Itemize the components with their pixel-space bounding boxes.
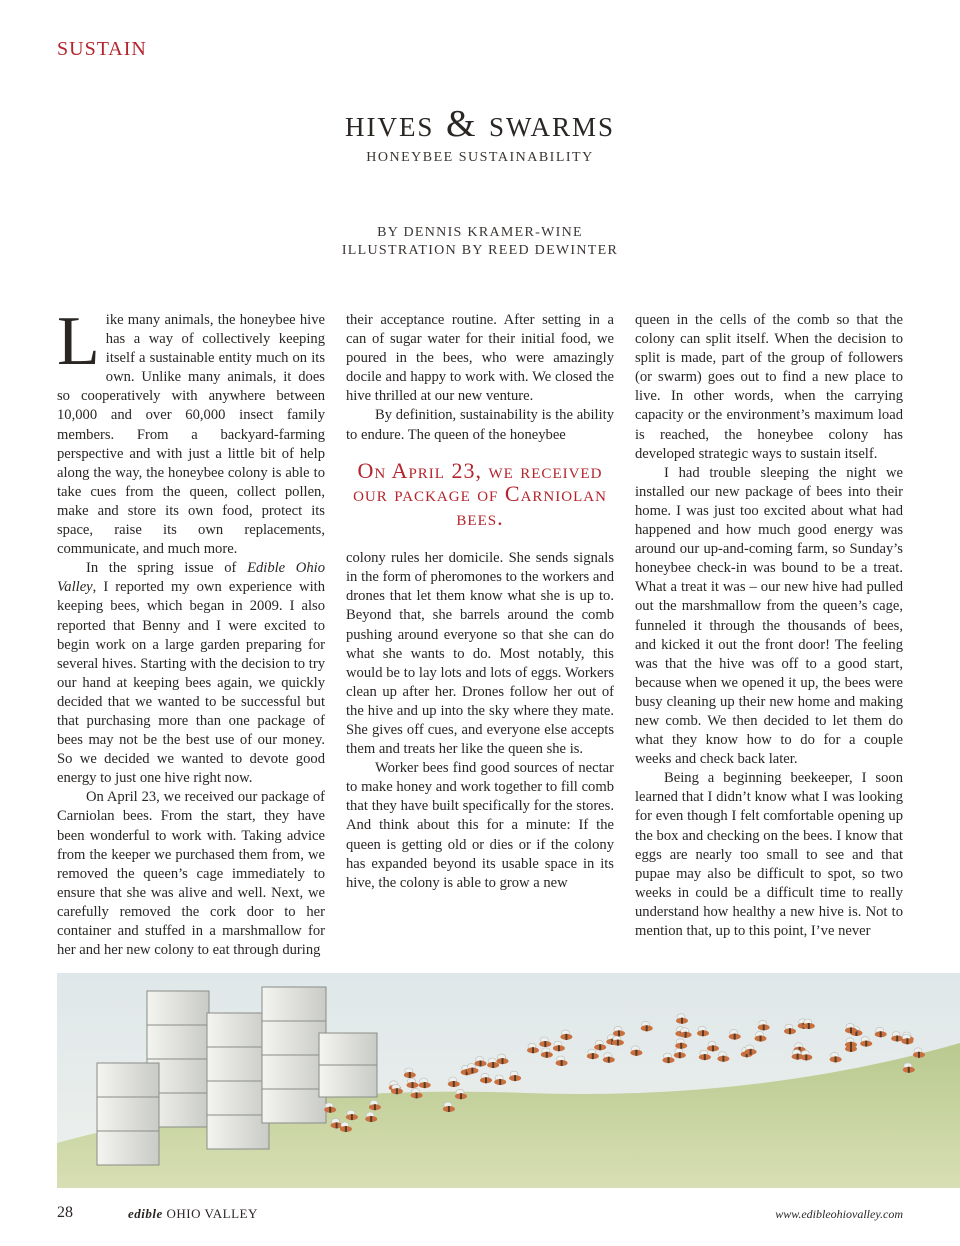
magazine-name: edible OHIO VALLEY bbox=[128, 1206, 258, 1221]
paragraph: Worker bees find good sources of nectar to make honey and work together to fill comb that they have built specifically for the stores. And think about this for a minute: If the queen is getting old or dies or if the colony has expanded beyond its usable space in its hive, the colony is able to grow a new bbox=[346, 760, 614, 891]
article-subhead: HONEYBEE SUSTAINABILITY bbox=[366, 150, 594, 165]
paragraph: In the spring issue of Edible Ohio Valley, I reported my own experience with keeping bees, which began in 2009. I also reported that Benny and I were excited to begin work on a large garden preparing for several hives. Starting with the decision to try our hand at keeping bees again, we quickly decided that we wanted to be successful but that purchasing more than one package of bees may not be the best use of our money. So we decided we wanted to devote good energy to just one hive right now. bbox=[57, 560, 325, 787]
website-url: www.edibleohiovalley.com bbox=[775, 1207, 903, 1221]
beehive-swarm-illustration bbox=[57, 973, 960, 1188]
paragraph: On April 23, we received our package of Carniolan bees. From the start, they have been wonderful to work with. Taking advice from the keeper we purchased them from, we removed the queen’s cage immediately to ensure that she was alive and well. Next, we carefully removed the cork door to her container and stuffed in a marshmallow for her and her new colony to eat through during bbox=[57, 789, 325, 959]
pull-quote: On April 23, we received our package of Carniolan bees. bbox=[353, 457, 607, 530]
illustrator-credit: ILLUSTRATION BY REED DEWINTER bbox=[341, 243, 619, 258]
article-column-3 bbox=[635, 311, 903, 941]
magazine-title-italic: Edible Ohio Valley bbox=[57, 560, 325, 596]
author-credit: BY DENNIS KRAMER-WINE bbox=[377, 225, 583, 240]
paragraph: queen in the cells of the comb so that the colony can split itself. When the decision to split is made, part of the group of followers (or swarm) goes out to find a new place to live. In other words, when the carrying capacity or the environment’s maximum load is reached, the honeybee colony has developed strategic ways to sustain itself. bbox=[635, 312, 903, 462]
drop-cap: L bbox=[57, 303, 100, 380]
paragraph: colony rules her domicile. She sends signals in the form of pheromones to the workers and drones that let them know what she is up to. Beyond that, she barrels around the comb pushing around everyone so that she can do what she wants to do. Most notably, this would be to lay lots and lots of eggs. Workers clean up after her. Drones follow her out of the hive and up into the sky where they mate. She gives off cues, and everyone else accepts them and treats her like the queen she is. bbox=[346, 550, 614, 758]
page-number: 28 bbox=[57, 1204, 73, 1221]
paragraph: Like many animals, the honeybee hive has a way of collectively keeping itself a sustainable entity much on its own. Unlike many animals, it does so cooperatively with anywhere between 10,000 and over 60,000 insect family members. From a backyard-farming perspective and with just a little bit of help along the way, the honeybee colony is able to take cues from the queen, collect pollen, make and store its own food, protect its space, raise its own replacements, communicate, and much more. bbox=[57, 303, 325, 558]
paragraph: their acceptance routine. After setting in a can of sugar water for their initial food, we poured in the bees, who were amazingly docile and happy to work with. We closed the hive thrilled at our new venture. bbox=[346, 312, 614, 405]
paragraph: By definition, sustainability is the ability to endure. The queen of the honeybee bbox=[346, 407, 614, 443]
byline bbox=[0, 224, 960, 260]
paragraph: Being a beginning beekeeper, I soon learned that I didn’t know what I was looking for even though I felt comfortable opening up the box and checking on the bees. I know that eggs are nearly too small to see and that pupae may also be difficult to spot, so two weeks in could be a difficult time to really understand how healthy a new hive is. Not to mention that, up to this point, I’ve never bbox=[635, 770, 903, 939]
article-headline: hives & swarms bbox=[344, 103, 616, 145]
article-column-1 bbox=[57, 303, 325, 960]
article-column-2 bbox=[346, 311, 614, 893]
paragraph: I had trouble sleeping the night we installed our new package of bees into their home. I was just too excited about what had happened and how much good energy was around our up-and-coming farm, so Sunday’s honeybee check-in was bound to be a treat. What a treat it was – our new hive had pulled out the marshmallow from the queen’s cage, funneled it through the thousands of bees, and kicked it out the front door! The feeling was that the hive was off to a good start, because when we opened it up, the bees were busy cleaning up their new home and making new comb. We then decided to let them do what they know how to do for a couple weeks and check back later. bbox=[635, 464, 903, 768]
section-label: sustain bbox=[57, 30, 147, 62]
